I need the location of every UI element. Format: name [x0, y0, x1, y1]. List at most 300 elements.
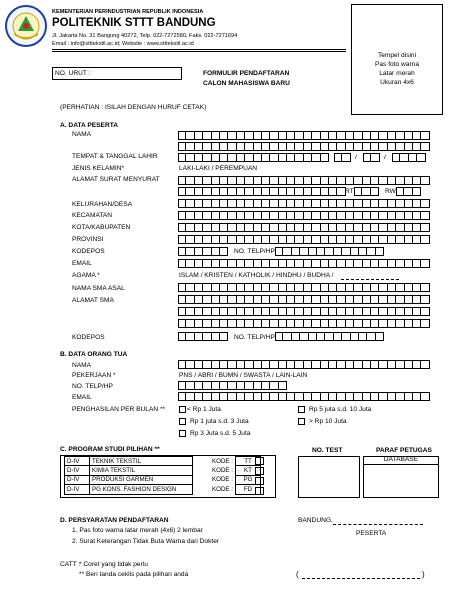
- char-cell[interactable]: [228, 392, 236, 401]
- char-cell[interactable]: [212, 392, 220, 401]
- agama-options[interactable]: ISLAM / KRISTEN / KATHOLIK / HINDHU / BUDHA /: [179, 272, 334, 279]
- char-cell[interactable]: [186, 319, 194, 328]
- char-cell[interactable]: [195, 319, 203, 328]
- char-cell[interactable]: [195, 199, 203, 208]
- char-cell[interactable]: [262, 259, 270, 268]
- kecamatan-field[interactable]: [178, 211, 430, 220]
- char-cell[interactable]: [203, 142, 211, 151]
- char-cell[interactable]: [346, 360, 354, 369]
- char-cell[interactable]: [304, 235, 312, 244]
- char-cell[interactable]: [354, 235, 362, 244]
- char-cell[interactable]: [228, 153, 236, 162]
- char-cell[interactable]: [287, 199, 295, 208]
- char-cell[interactable]: [178, 247, 186, 256]
- email-field[interactable]: [178, 259, 430, 268]
- char-cell[interactable]: [329, 187, 337, 196]
- char-cell[interactable]: [354, 259, 362, 268]
- char-cell[interactable]: [346, 319, 354, 328]
- char-cell[interactable]: [287, 307, 295, 316]
- char-cell[interactable]: [295, 319, 303, 328]
- char-cell[interactable]: [321, 392, 329, 401]
- char-cell[interactable]: [334, 332, 342, 341]
- char-cell[interactable]: [178, 360, 186, 369]
- char-cell[interactable]: [186, 247, 194, 256]
- char-cell[interactable]: [346, 283, 354, 292]
- char-cell[interactable]: [245, 295, 253, 304]
- char-cell[interactable]: [178, 283, 186, 292]
- char-cell[interactable]: [337, 283, 345, 292]
- char-cell[interactable]: [342, 332, 350, 341]
- char-cell[interactable]: [295, 187, 303, 196]
- no-telp-sma-field[interactable]: [275, 332, 384, 341]
- char-cell[interactable]: [396, 176, 404, 185]
- char-cell[interactable]: [220, 176, 228, 185]
- char-cell[interactable]: [363, 142, 371, 151]
- char-cell[interactable]: [203, 153, 211, 162]
- char-cell[interactable]: [262, 131, 270, 140]
- char-cell[interactable]: [309, 332, 317, 341]
- char-cell[interactable]: [195, 307, 203, 316]
- char-cell[interactable]: [279, 235, 287, 244]
- char-cell[interactable]: [186, 131, 194, 140]
- char-cell[interactable]: [203, 392, 211, 401]
- char-cell[interactable]: [337, 319, 345, 328]
- char-cell[interactable]: [254, 381, 262, 390]
- alamat-sma-field[interactable]: [178, 295, 430, 304]
- char-cell[interactable]: [304, 295, 312, 304]
- char-cell[interactable]: [354, 307, 362, 316]
- char-cell[interactable]: [312, 223, 320, 232]
- char-cell[interactable]: [312, 360, 320, 369]
- char-cell[interactable]: [203, 176, 211, 185]
- char-cell[interactable]: [421, 235, 429, 244]
- char-cell[interactable]: [405, 259, 413, 268]
- char-cell[interactable]: [212, 360, 220, 369]
- income-checkbox-1[interactable]: [179, 406, 186, 413]
- char-cell[interactable]: [312, 392, 320, 401]
- char-cell[interactable]: [388, 319, 396, 328]
- char-cell[interactable]: [186, 223, 194, 232]
- char-cell[interactable]: [354, 223, 362, 232]
- char-cell[interactable]: [329, 392, 337, 401]
- char-cell[interactable]: [178, 176, 186, 185]
- char-cell[interactable]: [254, 392, 262, 401]
- char-cell[interactable]: [254, 131, 262, 140]
- char-cell[interactable]: [371, 176, 379, 185]
- char-cell[interactable]: [388, 223, 396, 232]
- char-cell[interactable]: [237, 153, 245, 162]
- char-cell[interactable]: [354, 392, 362, 401]
- char-cell[interactable]: [388, 211, 396, 220]
- char-cell[interactable]: [421, 283, 429, 292]
- paraf-petugas-box[interactable]: [363, 456, 439, 498]
- char-cell[interactable]: [287, 235, 295, 244]
- program-checkbox-3[interactable]: [255, 477, 264, 485]
- char-cell[interactable]: [405, 295, 413, 304]
- char-cell[interactable]: [359, 332, 367, 341]
- char-cell[interactable]: [354, 131, 362, 140]
- char-cell[interactable]: [287, 360, 295, 369]
- char-cell[interactable]: [371, 259, 379, 268]
- char-cell[interactable]: [413, 131, 421, 140]
- char-cell[interactable]: [295, 199, 303, 208]
- char-cell[interactable]: [279, 259, 287, 268]
- char-cell[interactable]: [245, 199, 253, 208]
- char-cell[interactable]: [413, 223, 421, 232]
- char-cell[interactable]: [321, 223, 329, 232]
- no-telp-ortu-field[interactable]: [178, 381, 287, 390]
- char-cell[interactable]: [279, 360, 287, 369]
- char-cell[interactable]: [405, 142, 413, 151]
- char-cell[interactable]: [228, 211, 236, 220]
- char-cell[interactable]: [295, 295, 303, 304]
- char-cell[interactable]: [283, 247, 291, 256]
- char-cell[interactable]: [363, 223, 371, 232]
- char-cell[interactable]: [245, 360, 253, 369]
- char-cell[interactable]: [212, 176, 220, 185]
- char-cell[interactable]: [413, 307, 421, 316]
- char-cell[interactable]: [279, 223, 287, 232]
- char-cell[interactable]: [346, 223, 354, 232]
- char-cell[interactable]: [363, 360, 371, 369]
- char-cell[interactable]: [400, 153, 408, 162]
- alamat-sma-field-2[interactable]: [178, 307, 430, 316]
- char-cell[interactable]: [245, 235, 253, 244]
- char-cell[interactable]: [262, 199, 270, 208]
- char-cell[interactable]: [254, 211, 262, 220]
- char-cell[interactable]: [405, 360, 413, 369]
- char-cell[interactable]: [287, 176, 295, 185]
- char-cell[interactable]: [275, 247, 283, 256]
- char-cell[interactable]: [421, 319, 429, 328]
- char-cell[interactable]: [351, 247, 359, 256]
- char-cell[interactable]: [413, 392, 421, 401]
- char-cell[interactable]: [195, 142, 203, 151]
- char-cell[interactable]: [337, 392, 345, 401]
- no-urut-box[interactable]: [52, 67, 182, 80]
- char-cell[interactable]: [363, 283, 371, 292]
- char-cell[interactable]: [220, 381, 228, 390]
- tanggal-lahir-year[interactable]: [392, 153, 426, 162]
- char-cell[interactable]: [186, 381, 194, 390]
- char-cell[interactable]: [354, 211, 362, 220]
- char-cell[interactable]: [220, 360, 228, 369]
- char-cell[interactable]: [317, 247, 325, 256]
- char-cell[interactable]: [279, 131, 287, 140]
- char-cell[interactable]: [367, 247, 375, 256]
- char-cell[interactable]: [295, 259, 303, 268]
- char-cell[interactable]: [228, 131, 236, 140]
- char-cell[interactable]: [342, 247, 350, 256]
- char-cell[interactable]: [396, 187, 404, 196]
- char-cell[interactable]: [203, 295, 211, 304]
- char-cell[interactable]: [312, 307, 320, 316]
- char-cell[interactable]: [262, 360, 270, 369]
- char-cell[interactable]: [337, 307, 345, 316]
- char-cell[interactable]: [409, 153, 417, 162]
- char-cell[interactable]: [245, 223, 253, 232]
- char-cell[interactable]: [270, 319, 278, 328]
- char-cell[interactable]: [279, 392, 287, 401]
- nama-sma-field[interactable]: [178, 283, 430, 292]
- char-cell[interactable]: [295, 211, 303, 220]
- char-cell[interactable]: [295, 131, 303, 140]
- alamat-field-2[interactable]: [178, 187, 346, 196]
- char-cell[interactable]: [220, 307, 228, 316]
- char-cell[interactable]: [351, 332, 359, 341]
- char-cell[interactable]: [329, 223, 337, 232]
- char-cell[interactable]: [245, 187, 253, 196]
- char-cell[interactable]: [346, 142, 354, 151]
- char-cell[interactable]: [220, 211, 228, 220]
- char-cell[interactable]: [212, 307, 220, 316]
- char-cell[interactable]: [220, 247, 228, 256]
- char-cell[interactable]: [371, 131, 379, 140]
- char-cell[interactable]: [371, 235, 379, 244]
- rt-field[interactable]: [354, 187, 379, 196]
- char-cell[interactable]: [195, 283, 203, 292]
- char-cell[interactable]: [287, 259, 295, 268]
- char-cell[interactable]: [413, 199, 421, 208]
- char-cell[interactable]: [270, 295, 278, 304]
- char-cell[interactable]: [212, 131, 220, 140]
- char-cell[interactable]: [270, 360, 278, 369]
- char-cell[interactable]: [212, 332, 220, 341]
- char-cell[interactable]: [371, 360, 379, 369]
- char-cell[interactable]: [178, 199, 186, 208]
- char-cell[interactable]: [195, 131, 203, 140]
- char-cell[interactable]: [421, 131, 429, 140]
- char-cell[interactable]: [421, 259, 429, 268]
- char-cell[interactable]: [195, 295, 203, 304]
- char-cell[interactable]: [270, 392, 278, 401]
- char-cell[interactable]: [203, 360, 211, 369]
- char-cell[interactable]: [178, 307, 186, 316]
- char-cell[interactable]: [212, 319, 220, 328]
- char-cell[interactable]: [329, 142, 337, 151]
- char-cell[interactable]: [312, 199, 320, 208]
- char-cell[interactable]: [405, 176, 413, 185]
- char-cell[interactable]: [321, 187, 329, 196]
- char-cell[interactable]: [186, 142, 194, 151]
- char-cell[interactable]: [228, 176, 236, 185]
- char-cell[interactable]: [371, 187, 379, 196]
- char-cell[interactable]: [254, 223, 262, 232]
- char-cell[interactable]: [228, 187, 236, 196]
- char-cell[interactable]: [334, 247, 342, 256]
- char-cell[interactable]: [379, 295, 387, 304]
- char-cell[interactable]: [195, 381, 203, 390]
- char-cell[interactable]: [317, 332, 325, 341]
- char-cell[interactable]: [262, 307, 270, 316]
- char-cell[interactable]: [186, 259, 194, 268]
- char-cell[interactable]: [337, 360, 345, 369]
- char-cell[interactable]: [362, 187, 370, 196]
- char-cell[interactable]: [312, 187, 320, 196]
- char-cell[interactable]: [363, 235, 371, 244]
- char-cell[interactable]: [334, 153, 342, 162]
- char-cell[interactable]: [304, 211, 312, 220]
- char-cell[interactable]: [376, 332, 384, 341]
- char-cell[interactable]: [396, 199, 404, 208]
- kelurahan-field[interactable]: [178, 199, 430, 208]
- char-cell[interactable]: [279, 199, 287, 208]
- char-cell[interactable]: [354, 360, 362, 369]
- char-cell[interactable]: [421, 142, 429, 151]
- char-cell[interactable]: [275, 332, 283, 341]
- char-cell[interactable]: [220, 153, 228, 162]
- char-cell[interactable]: [304, 319, 312, 328]
- char-cell[interactable]: [396, 392, 404, 401]
- char-cell[interactable]: [329, 199, 337, 208]
- char-cell[interactable]: [337, 131, 345, 140]
- char-cell[interactable]: [325, 247, 333, 256]
- char-cell[interactable]: [363, 295, 371, 304]
- char-cell[interactable]: [363, 307, 371, 316]
- tanggal-lahir-day[interactable]: [334, 153, 351, 162]
- char-cell[interactable]: [295, 142, 303, 151]
- char-cell[interactable]: [245, 142, 253, 151]
- char-cell[interactable]: [371, 307, 379, 316]
- char-cell[interactable]: [321, 211, 329, 220]
- char-cell[interactable]: [237, 283, 245, 292]
- char-cell[interactable]: [212, 153, 220, 162]
- char-cell[interactable]: [304, 176, 312, 185]
- char-cell[interactable]: [283, 332, 291, 341]
- char-cell[interactable]: [203, 235, 211, 244]
- char-cell[interactable]: [304, 392, 312, 401]
- char-cell[interactable]: [178, 392, 186, 401]
- char-cell[interactable]: [212, 259, 220, 268]
- char-cell[interactable]: [321, 235, 329, 244]
- char-cell[interactable]: [295, 153, 303, 162]
- char-cell[interactable]: [254, 199, 262, 208]
- char-cell[interactable]: [228, 381, 236, 390]
- char-cell[interactable]: [312, 283, 320, 292]
- signature-line[interactable]: [302, 578, 420, 580]
- char-cell[interactable]: [254, 187, 262, 196]
- char-cell[interactable]: [421, 223, 429, 232]
- char-cell[interactable]: [203, 332, 211, 341]
- char-cell[interactable]: [396, 142, 404, 151]
- char-cell[interactable]: [379, 307, 387, 316]
- char-cell[interactable]: [178, 131, 186, 140]
- char-cell[interactable]: [237, 307, 245, 316]
- char-cell[interactable]: [371, 392, 379, 401]
- no-test-box[interactable]: [298, 456, 360, 498]
- char-cell[interactable]: [405, 235, 413, 244]
- char-cell[interactable]: [337, 199, 345, 208]
- char-cell[interactable]: [392, 153, 400, 162]
- char-cell[interactable]: [312, 295, 320, 304]
- char-cell[interactable]: [405, 131, 413, 140]
- program-row[interactable]: [65, 475, 261, 484]
- char-cell[interactable]: [195, 259, 203, 268]
- char-cell[interactable]: [312, 319, 320, 328]
- char-cell[interactable]: [178, 223, 186, 232]
- char-cell[interactable]: [228, 307, 236, 316]
- char-cell[interactable]: [237, 381, 245, 390]
- char-cell[interactable]: [245, 153, 253, 162]
- char-cell[interactable]: [203, 381, 211, 390]
- char-cell[interactable]: [279, 295, 287, 304]
- char-cell[interactable]: [245, 131, 253, 140]
- char-cell[interactable]: [363, 211, 371, 220]
- char-cell[interactable]: [287, 211, 295, 220]
- income-checkbox-3[interactable]: [179, 430, 186, 437]
- char-cell[interactable]: [421, 199, 429, 208]
- char-cell[interactable]: [279, 153, 287, 162]
- char-cell[interactable]: [304, 187, 312, 196]
- char-cell[interactable]: [279, 211, 287, 220]
- char-cell[interactable]: [228, 360, 236, 369]
- char-cell[interactable]: [186, 176, 194, 185]
- char-cell[interactable]: [295, 360, 303, 369]
- char-cell[interactable]: [312, 235, 320, 244]
- char-cell[interactable]: [379, 259, 387, 268]
- char-cell[interactable]: [388, 392, 396, 401]
- char-cell[interactable]: [354, 295, 362, 304]
- char-cell[interactable]: [413, 295, 421, 304]
- char-cell[interactable]: [312, 176, 320, 185]
- char-cell[interactable]: [220, 319, 228, 328]
- char-cell[interactable]: [279, 187, 287, 196]
- email-ortu-field[interactable]: [178, 392, 430, 401]
- char-cell[interactable]: [212, 247, 220, 256]
- char-cell[interactable]: [329, 307, 337, 316]
- char-cell[interactable]: [312, 211, 320, 220]
- char-cell[interactable]: [195, 332, 203, 341]
- char-cell[interactable]: [186, 187, 194, 196]
- char-cell[interactable]: [405, 223, 413, 232]
- char-cell[interactable]: [220, 235, 228, 244]
- char-cell[interactable]: [178, 153, 186, 162]
- char-cell[interactable]: [195, 223, 203, 232]
- char-cell[interactable]: [321, 131, 329, 140]
- char-cell[interactable]: [254, 259, 262, 268]
- char-cell[interactable]: [178, 259, 186, 268]
- char-cell[interactable]: [363, 176, 371, 185]
- char-cell[interactable]: [346, 235, 354, 244]
- char-cell[interactable]: [376, 247, 384, 256]
- char-cell[interactable]: [405, 283, 413, 292]
- char-cell[interactable]: [421, 360, 429, 369]
- program-checkbox-4[interactable]: [255, 487, 264, 495]
- char-cell[interactable]: [413, 187, 421, 196]
- char-cell[interactable]: [329, 319, 337, 328]
- char-cell[interactable]: [186, 153, 194, 162]
- char-cell[interactable]: [371, 319, 379, 328]
- char-cell[interactable]: [270, 283, 278, 292]
- char-cell[interactable]: [417, 153, 425, 162]
- char-cell[interactable]: [262, 142, 270, 151]
- char-cell[interactable]: [346, 295, 354, 304]
- char-cell[interactable]: [295, 392, 303, 401]
- char-cell[interactable]: [346, 392, 354, 401]
- program-row[interactable]: [65, 457, 261, 466]
- char-cell[interactable]: [186, 307, 194, 316]
- char-cell[interactable]: [203, 131, 211, 140]
- char-cell[interactable]: [237, 187, 245, 196]
- char-cell[interactable]: [195, 247, 203, 256]
- char-cell[interactable]: [388, 131, 396, 140]
- char-cell[interactable]: [203, 283, 211, 292]
- char-cell[interactable]: [270, 235, 278, 244]
- char-cell[interactable]: [363, 259, 371, 268]
- char-cell[interactable]: [287, 319, 295, 328]
- char-cell[interactable]: [186, 199, 194, 208]
- char-cell[interactable]: [346, 131, 354, 140]
